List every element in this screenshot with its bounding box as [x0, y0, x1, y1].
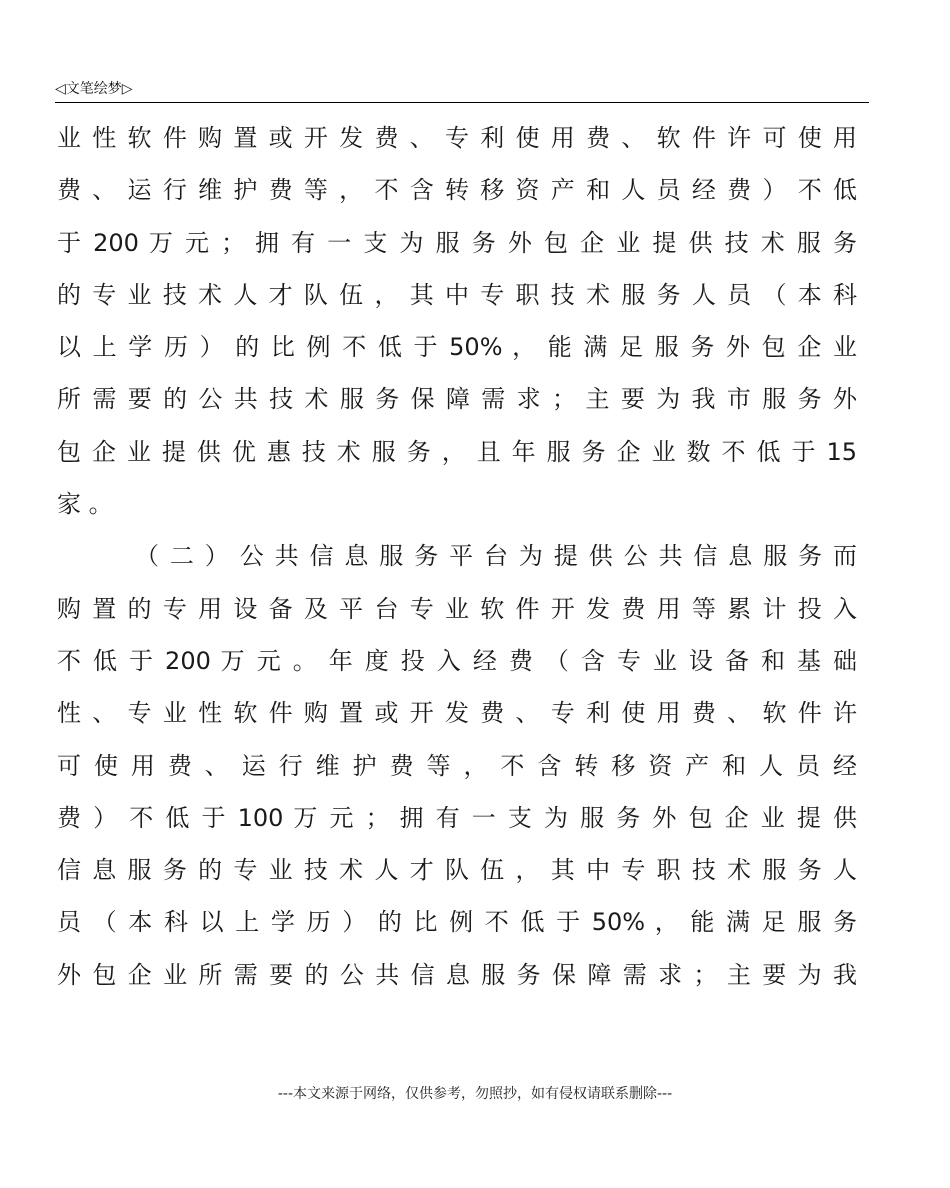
body-line: 可 使 用 费 、 运 行 维 护 费 等 ， 不 含 转 移 资 产 和 人 员 经	[57, 751, 857, 780]
body-line: 性 、 专 业 性 软 件 购 置 或 开 发 费 、 专 利 使 用 费 、 软 件 许	[57, 699, 857, 728]
body-line: 外 包 企 业 所 需 要 的 公 共 信 息 服 务 保 障 需 求 ； 主 要 为 我	[57, 960, 857, 989]
body-line: 员 （ 本 科 以 上 学 历 ） 的 比 例 不 低 于 50% ， 能 满 足 服 务	[57, 908, 857, 937]
body-line: 信 息 服 务 的 专 业 技 术 人 才 队 伍 ， 其 中 专 职 技 术 服 务 人	[57, 856, 857, 885]
document-body	[57, 112, 857, 1001]
body-line-paragraph-start: （ 二 ） 公 共 信 息 服 务 平 台 为 提 供 公 共 信 息 服 务 而	[135, 542, 857, 571]
body-line: 费 、 运 行 维 护 费 等 ， 不 含 转 移 资 产 和 人 员 经 费 ） 不 低	[57, 176, 857, 205]
body-line: 费 ） 不 低 于 100 万 元 ； 拥 有 一 支 为 服 务 外 包 企 业 提 供	[57, 803, 857, 832]
body-line: 包 企 业 提 供 优 惠 技 术 服 务 ， 且 年 服 务 企 业 数 不 低 于 15	[57, 437, 857, 466]
body-line: 业 性 软 件 购 置 或 开 发 费 、 专 利 使 用 费 、 软 件 许 可 使 用	[57, 124, 857, 152]
header-label: ◁文笔绘梦▷	[55, 81, 133, 97]
body-line: 购 置 的 专 用 设 备 及 平 台 专 业 软 件 开 发 费 用 等 累 计 投 入	[57, 594, 857, 623]
body-line: 以 上 学 历 ） 的 比 例 不 低 于 50% ， 能 满 足 服 务 外 包 企 业	[57, 333, 857, 362]
body-line: 的 专 业 技 术 人 才 队 伍 ， 其 中 专 职 技 术 服 务 人 员 （ 本 科	[57, 280, 857, 309]
body-line: 于 200 万 元 ； 拥 有 一 支 为 服 务 外 包 企 业 提 供 技 术 服 务	[57, 228, 857, 257]
body-line: 不 低 于 200 万 元 。 年 度 投 入 经 费 （ 含 专 业 设 备 和 基 础	[57, 646, 857, 675]
page-header	[55, 78, 869, 103]
body-line: 所 需 要 的 公 共 技 术 服 务 保 障 需 求 ； 主 要 为 我 市 服 务 外	[57, 385, 857, 414]
page-footer-disclaimer: ---本文来源于网络，仅供参考，勿照抄，如有侵权请联系删除---	[277, 1086, 673, 1102]
body-line: 家 。	[57, 490, 113, 519]
